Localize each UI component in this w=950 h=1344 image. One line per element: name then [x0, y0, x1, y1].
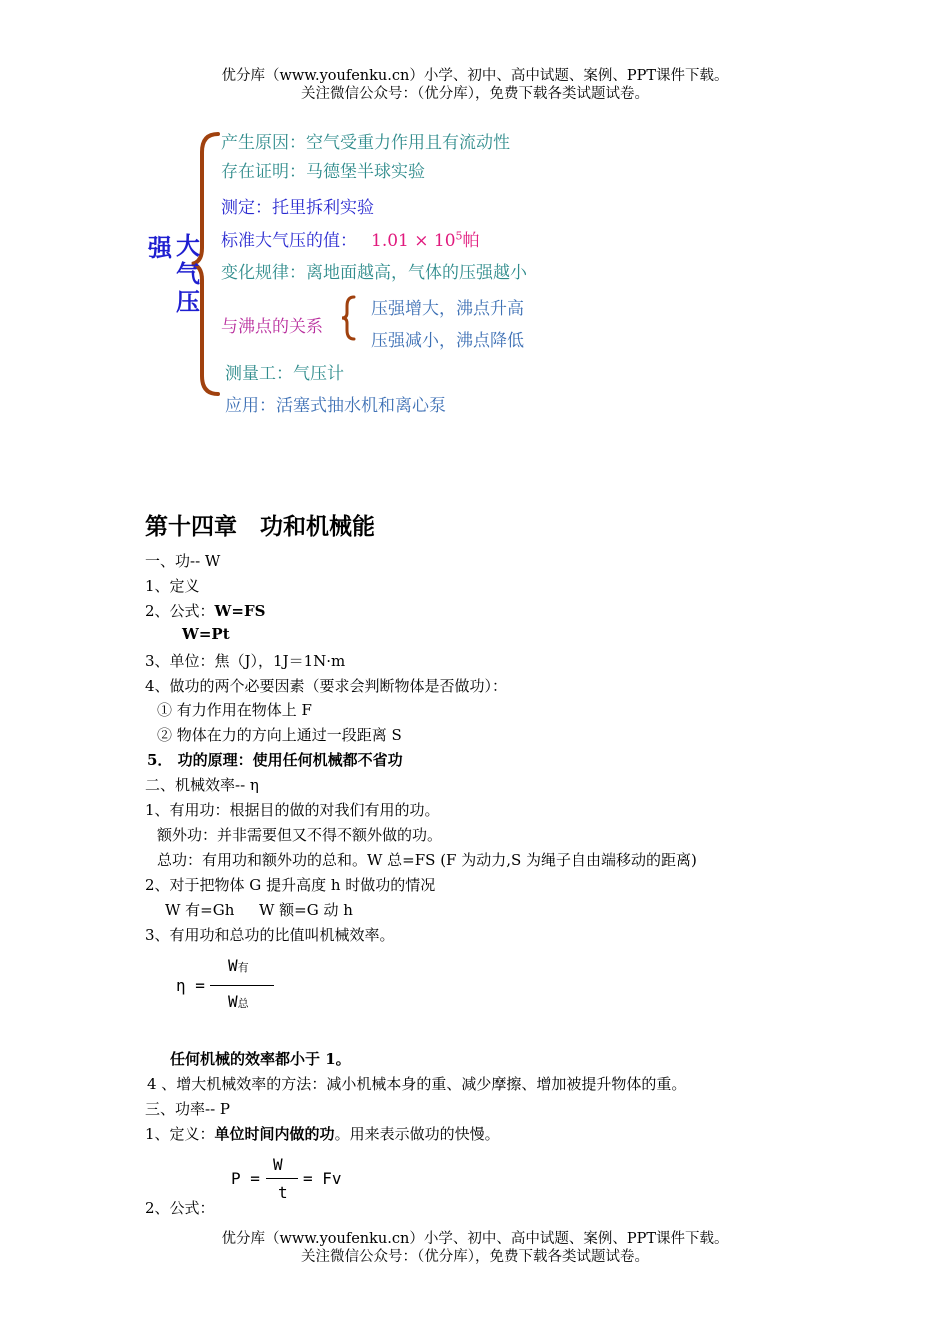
power-fraction-bar [266, 1178, 298, 1179]
work-principle: 5． 功的原理：使用任何机械都不省功 [147, 751, 403, 769]
efficiency-note: 任何机械的效率都小于 1。 [170, 1050, 351, 1068]
work-factor-force: ① 有力作用在物体上 F [157, 701, 312, 719]
work-definition: 1、定义 [145, 577, 200, 595]
standard-value: 1.01 × 10 [371, 231, 456, 251]
footer-line-2: 关注微信公众号：（优分库），免费下载各类试题试卷。 [301, 1249, 649, 1265]
root-char-1: 强 [148, 234, 172, 262]
extra-work: 额外功：并非需要但又不得不额外做的功。 [157, 826, 443, 844]
power-formula-label: 2、公式： [145, 1199, 215, 1217]
eff-den-sub: 总 [237, 997, 249, 1010]
section-power: 三、功率-- P [145, 1100, 230, 1118]
work-formula-row [145, 600, 265, 621]
eff-num-w: W [228, 956, 238, 975]
power-def-bold: 单位时间内做的功 [214, 1125, 335, 1143]
root-char-2: 大 [176, 232, 200, 260]
cause-text: 产生原因：空气受重力作用且有流动性 [221, 133, 510, 153]
header-line-2: 关注微信公众号：（优分库），免费下载各类试题试卷。 [301, 86, 649, 102]
eff-num-sub: 有 [237, 961, 249, 974]
chapter-title: 第十四章 功和机械能 [145, 514, 375, 540]
measure-text: 测定：托里拆利实验 [221, 198, 374, 218]
eff-lhs: η = [176, 976, 205, 995]
standard-unit: 帕 [462, 231, 480, 251]
small-brace-icon [338, 294, 360, 342]
application-text: 应用：活塞式抽水机和离心泵 [225, 396, 446, 416]
boiling-up-text: 压强增大，沸点升高 [371, 299, 524, 319]
footer-line-1: 优分库（www.youfenku.cn）小学、初中、高中试题、案例、PPT课件下载。 [221, 1231, 729, 1247]
header-line-1: 优分库（www.youfenku.cn）小学、初中、高中试题、案例、PPT课件下载。 [221, 68, 729, 84]
power-def-label: 1、定义： [145, 1125, 215, 1143]
instrument-text: 测量工：气压计 [225, 364, 344, 384]
power-definition [145, 1123, 500, 1144]
work-formula-label: 2、公式： [145, 602, 215, 620]
standard-exponent: 5 [455, 229, 463, 243]
power-rhs: = Fv [303, 1169, 342, 1188]
efficiency-definition: 3、有用功和总功的比值叫机械效率。 [145, 926, 395, 944]
root-char-3: 气 [176, 260, 200, 288]
section-efficiency: 二、机械效率-- η [145, 776, 259, 794]
eff-denominator [228, 992, 249, 1011]
power-denominator: t [278, 1183, 288, 1202]
power-numerator: W [273, 1155, 283, 1174]
standard-label: 标准大气压的值： [221, 231, 357, 251]
efficiency-methods: 4 、增大机械效率的方法：减小机械本身的重、减少摩擦、增加被提升物体的重。 [147, 1075, 687, 1093]
work-factor-distance: ② 物体在力的方向上通过一段距离 S [157, 726, 402, 744]
lift-extra: W 额=G 动 h [259, 901, 353, 919]
work-formula-fs: W=FS [214, 602, 266, 620]
lift-useful: W 有=Gh [165, 901, 235, 919]
work-unit: 3、单位：焦（J），1J＝1N·m [145, 652, 346, 670]
root-char-4: 压 [176, 288, 200, 316]
power-def-rest: 。用来表示做功的快慢。 [334, 1125, 500, 1143]
eff-den-w: W [228, 992, 238, 1011]
useful-work: 1、有用功：根据目的做的对我们有用的功。 [145, 801, 440, 819]
total-work: 总功：有用功和额外功的总和。W 总=FS (F 为动力,S 为绳子自由端移动的距离) [157, 851, 697, 869]
eff-fraction-bar [210, 985, 274, 986]
standard-pressure-row [221, 226, 480, 251]
lift-case: 2、对于把物体 G 提升高度 h 时做功的情况 [145, 876, 436, 894]
power-lhs: P = [231, 1169, 260, 1188]
work-formula-pt: W=Pt [182, 625, 230, 643]
section-work: 一、功-- W [145, 552, 221, 570]
change-rule-text: 变化规律：离地面越高，气体的压强越小 [221, 263, 527, 283]
proof-text: 存在证明：马德堡半球实验 [221, 162, 425, 182]
boiling-down-text: 压强减小，沸点降低 [371, 331, 524, 351]
work-factors: 4、做功的两个必要因素（要求会判断物体是否做功）： [145, 677, 508, 695]
boiling-relation-label: 与沸点的关系 [221, 317, 323, 337]
eff-numerator [228, 956, 249, 975]
